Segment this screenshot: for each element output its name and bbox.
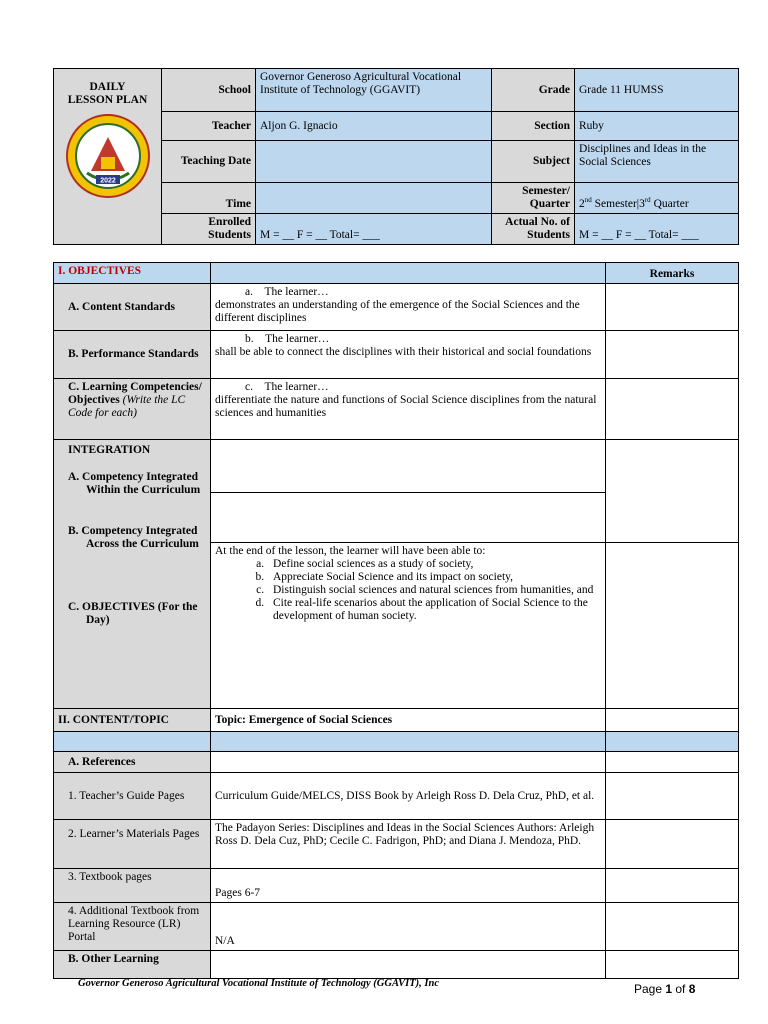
lm-label: 2. Learner’s Materials Pages [54,820,211,869]
add-label: 4. Additional Textbook from Learning Resource (LR) Portal [54,903,211,951]
across-label: B. Competency Integrated Across the Curriculum [68,525,199,550]
remarks-cell [606,440,739,543]
tb-label: 3. Textbook pages [54,869,211,903]
competencies-label: C. Learning Competencies/ Objectives [68,381,202,406]
competencies-cell [211,379,606,440]
day-objectives-cell [211,543,606,709]
list-item: a. Define social sciences as a study of society, [267,558,601,571]
references-label: A. References [54,752,211,773]
page-prefix: Page [634,982,666,996]
tg-value: Curriculum Guide/MELCS, DISS Book by Arleigh Ross D. Dela Cruz, PhD, et al. [211,773,606,820]
tg-label: 1. Teacher’s Guide Pages [54,773,211,820]
performance-text: shall be able to connect the disciplines with their historical and social foundations [215,346,592,358]
doc-title-line1: DAILY [89,81,126,93]
teacher-label: Teacher [162,112,256,141]
competencies-note: (Write the LC Code for each) [68,394,186,419]
tb-value: Pages 6-7 [211,869,606,903]
actual-value: M = __ F = __ Total= ___ [575,214,739,245]
grade-value: Grade 11 HUMSS [575,69,739,112]
remarks-cell [606,379,739,440]
remarks-cell [606,543,739,709]
within-cell [211,440,606,493]
competencies-text: differentiate the nature and functions of Social Science disciplines from the natural sciences and humanities [215,394,597,419]
performance-cell [211,331,606,379]
grade-label: Grade [492,69,575,112]
section-value: Ruby [575,112,739,141]
school-label: School [162,69,256,112]
across-cell [211,493,606,543]
integration-cell [54,440,211,709]
enrolled-label: Enrolled Students [162,214,256,245]
page-number [634,982,695,996]
title-logo-cell [54,69,162,245]
semester-value: 2nd Semester|3rd Quarter [575,183,739,214]
within-label: A. Competency Integrated Within the Curriculum [68,471,201,496]
school-logo [65,113,151,199]
lm-value: The Padayon Series: Disciplines and Ideas in the Social Sciences Authors: Arleigh Ross D. Dela Cuz, PhD; Cecile C. Fadrigon, PhD; and Diana J. Mendoza, PhD. [211,820,606,869]
competencies-label-cell [54,379,211,440]
page-current: 1 [665,982,673,996]
list-item: b. Appreciate Social Science and its impact on society, [267,571,601,584]
teacher-value: Aljon G. Ignacio [256,112,492,141]
actual-label: Actual No. of Students [492,214,575,245]
school-value: Governor Generoso Agricultural Vocational Institute of Technology (GGAVIT) [256,69,492,112]
performance-lead: The learner… [265,333,330,345]
content-standards-text: demonstrates an understanding of the emergence of the Social Sciences and the different disciplines [215,299,580,324]
objectives-heading: I. OBJECTIVES [54,263,211,284]
subject-value: Disciplines and Ideas in the Social Sciences [575,141,739,183]
other-label: B. Other Learning [54,951,211,979]
list-item: d. Cite real-life scenarios about the application of Social Science to the development of human society. [267,597,601,623]
integration-label: INTEGRATION [68,444,151,456]
performance-label: B. Performance Standards [54,331,211,379]
enrolled-value: M = __ F = __ Total= ___ [256,214,492,245]
day-intro: At the end of the lesson, the learner will have been able to: [215,545,486,557]
remarks-label: Remarks [606,263,739,284]
logo-year: 2022 [99,177,116,185]
footer-org: Governor Generoso Agricultural Vocational Institute of Technology (GGAVIT), Inc [78,978,440,989]
content-standards-lead: The learner… [264,286,329,298]
competencies-marker: c. [245,381,253,393]
page-total: 8 [688,982,696,996]
content-standards-marker: a. [245,286,253,298]
competencies-lead: The learner… [264,381,329,393]
list-item: c. Distinguish social sciences and natural sciences from humanities, and [267,584,601,597]
doc-title-line2: LESSON PLAN [67,94,148,106]
add-value: N/A [211,903,606,951]
remarks-cell [606,709,739,732]
remarks-cell [606,331,739,379]
remarks-cell [606,284,739,331]
teaching-date-label: Teaching Date [162,141,256,183]
section-label: Section [492,112,575,141]
content-heading: II. CONTENT/TOPIC [54,709,211,732]
performance-marker: b. [245,333,254,345]
day-objectives-list [215,558,601,623]
teaching-date-value [256,141,492,183]
header-table [53,68,739,245]
semester-label: Semester/ Quarter [492,183,575,214]
content-standards-cell [211,284,606,331]
content-standards-label: A. Content Standards [54,284,211,331]
subject-label: Subject [492,141,575,183]
time-label: Time [162,183,256,214]
page-of: of [672,982,689,996]
day-label: C. OBJECTIVES (For the Day) [68,601,198,626]
time-value [256,183,492,214]
topic: Topic: Emergence of Social Sciences [211,709,606,732]
lesson-plan-table [53,262,739,979]
